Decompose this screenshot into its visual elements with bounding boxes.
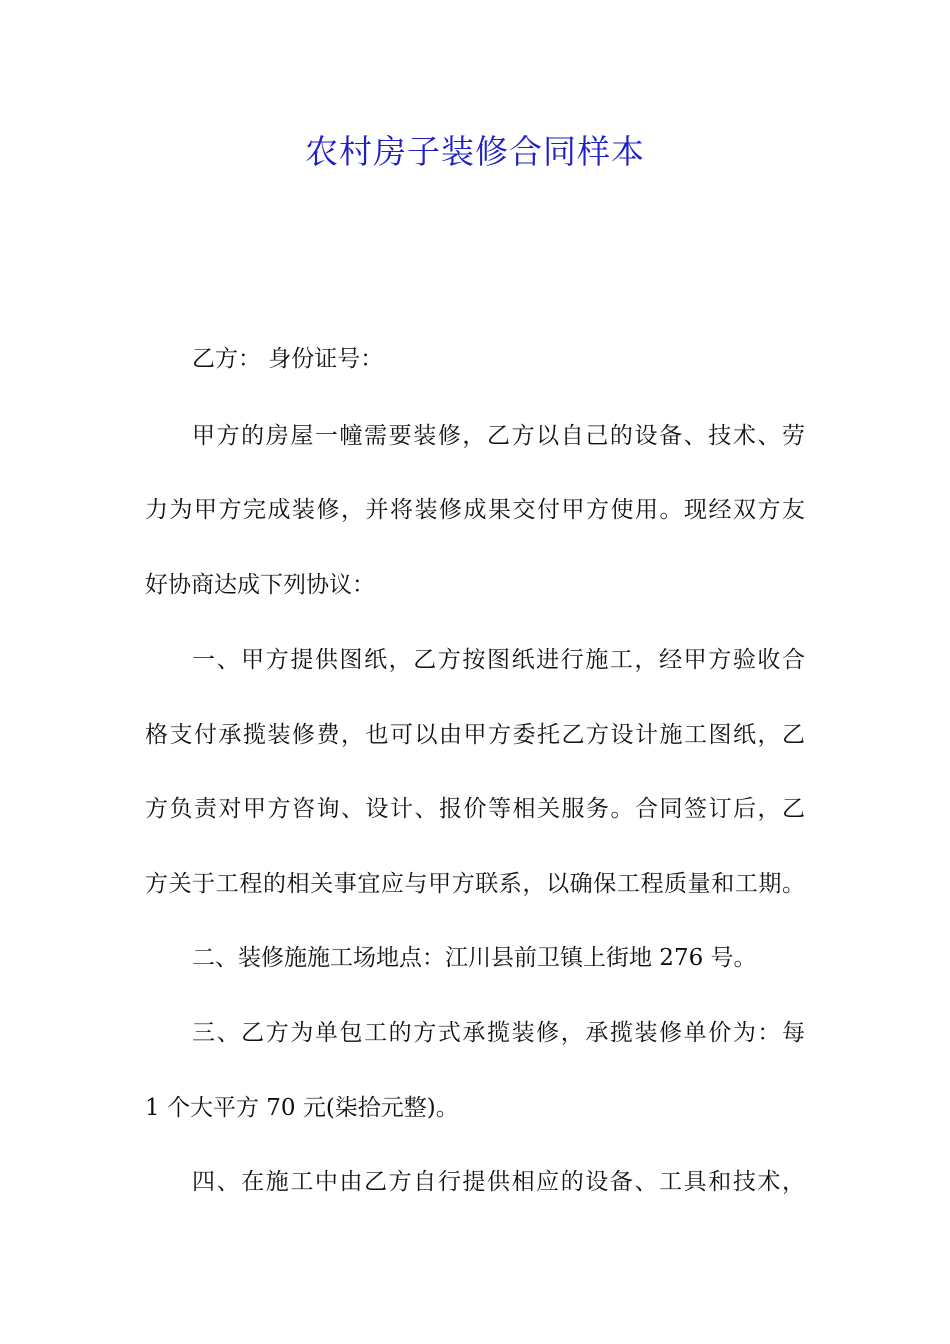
paragraph-line: 力为甲方完成装修，并将装修成果交付甲方使用。现经双方友 [145,497,805,523]
clause-2-line: 二、装修施施工场地点：江川县前卫镇上街地 276 号。 [192,945,757,971]
paragraph-line: 甲方的房屋一幢需要装修，乙方以自己的设备、技术、劳 [192,423,805,449]
clause-1-line: 方关于工程的相关事宜应与甲方联系，以确保工程质量和工期。 [145,871,805,897]
clause-1-line: 格支付承揽装修费，也可以由甲方委托乙方设计施工图纸，乙 [145,722,805,748]
paragraph-line: 好协商达成下列协议： [145,572,375,598]
clause-1-line: 方负责对甲方咨询、设计、报价等相关服务。合同签订后，乙 [145,796,805,822]
clause-3-line: 1 个大平方 70 元(柒拾元整)。 [145,1095,459,1121]
party-b-line: 乙方： 身份证号： [192,346,384,372]
document-title: 农村房子装修合同样本 [305,132,645,171]
clause-4-line: 四、在施工中由乙方自行提供相应的设备、工具和技术， [192,1169,805,1195]
clause-3-line: 三、乙方为单包工的方式承揽装修，承揽装修单价为：每 [192,1020,805,1046]
clause-1-line: 一、甲方提供图纸，乙方按图纸进行施工，经甲方验收合 [192,647,805,673]
